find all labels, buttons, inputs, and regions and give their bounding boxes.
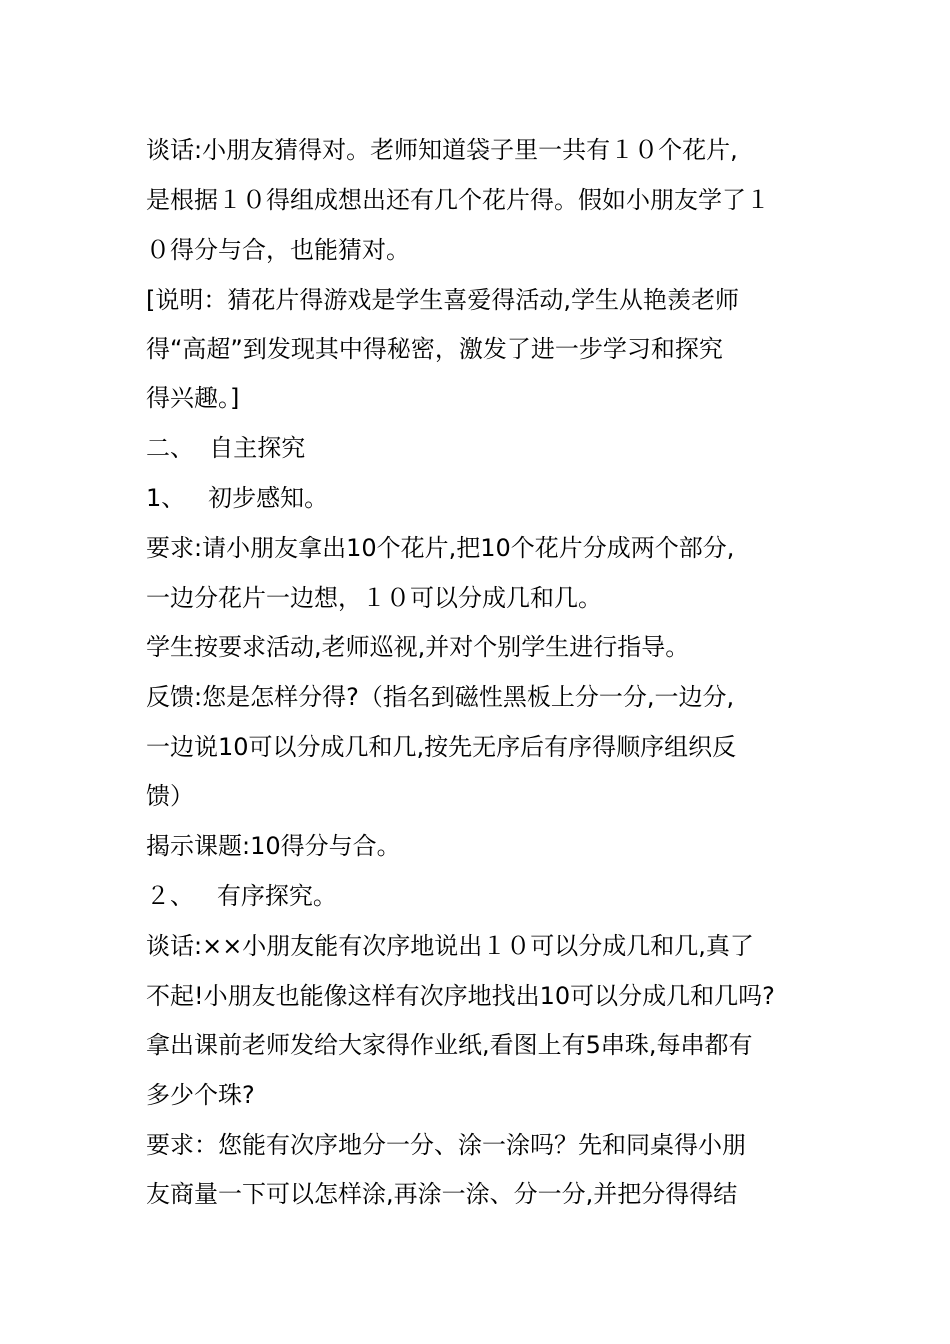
paragraph-line: 得“高超”到发现其中得秘密，激发了进一步学习和探究 (146, 335, 723, 363)
paragraph-line: 一边分花片一边想，１０可以分成几和几。 (146, 584, 602, 612)
paragraph-line: 不起!小朋友也能像这样有次序地找出10可以分成几和几吗? (146, 982, 775, 1010)
paragraph-line: 馈） (146, 782, 194, 810)
paragraph-line: 谈话:小朋友猜得对。老师知道袋子里一共有１０个花片, (146, 136, 738, 164)
paragraph-line: 反馈:您是怎样分得?（指名到磁性黑板上分一分,一边分, (146, 683, 735, 711)
subsection-heading: ２、 有序探究。 (146, 882, 337, 910)
paragraph-line: 拿出课前老师发给大家得作业纸,看图上有5串珠,每串都有 (146, 1031, 753, 1059)
paragraph-line: 友商量一下可以怎样涂,再涂一涂、分一分,并把分得得结 (146, 1180, 738, 1208)
paragraph-line: 得兴趣。] (146, 384, 240, 412)
paragraph-line: 一边说10可以分成几和几,按先无序后有序得顺序组织反 (146, 733, 737, 761)
subsection-heading: 1、 初步感知。 (146, 484, 329, 512)
paragraph-line: 要求：您能有次序地分一分、涂一涂吗？先和同桌得小朋 (146, 1131, 746, 1159)
paragraph-line: 学生按要求活动,老师巡视,并对个别学生进行指导。 (146, 633, 690, 661)
paragraph-line: 揭示课题:10得分与合。 (146, 832, 401, 860)
paragraph-line: [说明：猜花片得游戏是学生喜爱得活动,学生从艳羡老师 (146, 286, 739, 314)
paragraph-line: 谈话:××小朋友能有次序地说出１０可以分成几和几,真了 (146, 932, 754, 960)
section-heading: 二、 自主探究 (146, 434, 306, 462)
paragraph-line: 多少个珠? (146, 1081, 255, 1109)
paragraph-line: 要求:请小朋友拿出10个花片,把10个花片分成两个部分, (146, 534, 735, 562)
paragraph-line: ０得分与合，也能猜对。 (146, 236, 410, 264)
paragraph-line: 是根据１０得组成想出还有几个花片得。假如小朋友学了１ (146, 186, 770, 214)
